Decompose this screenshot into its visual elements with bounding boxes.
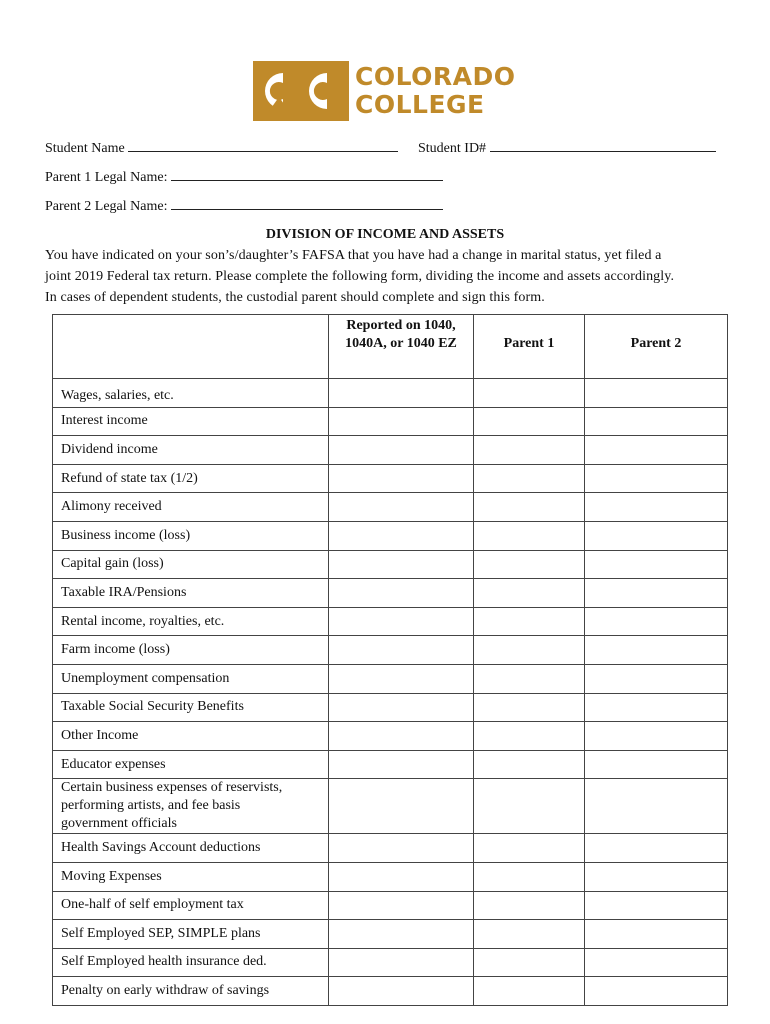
table-row bbox=[53, 693, 728, 722]
parent2-name-field[interactable] bbox=[171, 197, 443, 210]
parent2-cell[interactable] bbox=[585, 920, 728, 949]
row-label-multiline bbox=[53, 779, 329, 834]
parent1-cell[interactable] bbox=[474, 436, 585, 465]
parent2-cell[interactable] bbox=[585, 750, 728, 779]
table-row bbox=[53, 862, 728, 891]
table-header-row bbox=[53, 315, 728, 379]
student-id-field[interactable] bbox=[490, 139, 716, 152]
table-row bbox=[53, 636, 728, 665]
parent1-cell[interactable] bbox=[474, 779, 585, 834]
parent2-cell[interactable] bbox=[585, 607, 728, 636]
parent2-cell[interactable] bbox=[585, 891, 728, 920]
row-label-line-3: government officials bbox=[61, 816, 177, 832]
row-label: Self Employed health insurance ded. bbox=[53, 948, 329, 977]
reported-cell[interactable] bbox=[329, 436, 474, 465]
reported-cell[interactable] bbox=[329, 750, 474, 779]
reported-cell[interactable] bbox=[329, 891, 474, 920]
parent2-cell[interactable] bbox=[585, 862, 728, 891]
parent1-cell[interactable] bbox=[474, 977, 585, 1006]
row-label: Taxable Social Security Benefits bbox=[53, 693, 329, 722]
parent1-name-label: Parent 1 Legal Name: bbox=[45, 170, 168, 185]
table-row bbox=[53, 948, 728, 977]
parent1-cell[interactable] bbox=[474, 521, 585, 550]
header-reported-line-1: Reported on 1040, bbox=[346, 318, 456, 333]
table-row bbox=[53, 834, 728, 863]
intro-line-2: joint 2019 Federal tax return. Please complete the following form, dividing the income and assets accordingly. bbox=[45, 269, 675, 284]
reported-cell[interactable] bbox=[329, 977, 474, 1006]
table-row bbox=[53, 722, 728, 751]
parent2-name-line bbox=[45, 197, 443, 215]
row-label: Wages, salaries, etc. bbox=[53, 379, 329, 408]
reported-cell[interactable] bbox=[329, 464, 474, 493]
table-row bbox=[53, 664, 728, 693]
header-parent1: Parent 1 bbox=[474, 315, 585, 379]
header-parent2: Parent 2 bbox=[585, 315, 728, 379]
table-row bbox=[53, 779, 728, 834]
parent2-cell[interactable] bbox=[585, 834, 728, 863]
parent2-cell[interactable] bbox=[585, 493, 728, 522]
student-name-label: Student Name bbox=[45, 141, 125, 156]
logo-wordmark bbox=[355, 63, 516, 119]
income-assets-table bbox=[52, 314, 728, 1006]
row-label: Alimony received bbox=[53, 493, 329, 522]
parent2-cell[interactable] bbox=[585, 579, 728, 608]
parent2-cell[interactable] bbox=[585, 550, 728, 579]
row-label: Capital gain (loss) bbox=[53, 550, 329, 579]
table-row bbox=[53, 750, 728, 779]
reported-cell[interactable] bbox=[329, 407, 474, 436]
table-row bbox=[53, 920, 728, 949]
row-label-line-2: performing artists, and fee basis bbox=[61, 798, 241, 814]
table-row bbox=[53, 379, 728, 408]
cc-mountain-logo-icon bbox=[253, 61, 349, 121]
table-row bbox=[53, 436, 728, 465]
row-label: Health Savings Account deductions bbox=[53, 834, 329, 863]
parent2-cell[interactable] bbox=[585, 779, 728, 834]
student-id-label: Student ID# bbox=[418, 141, 487, 156]
reported-cell[interactable] bbox=[329, 521, 474, 550]
row-label: Unemployment compensation bbox=[53, 664, 329, 693]
colorado-college-logo bbox=[253, 61, 519, 121]
student-id-line bbox=[418, 139, 716, 157]
parent1-cell[interactable] bbox=[474, 579, 585, 608]
reported-cell[interactable] bbox=[329, 834, 474, 863]
parent1-name-line bbox=[45, 168, 443, 186]
reported-cell[interactable] bbox=[329, 550, 474, 579]
table-row bbox=[53, 464, 728, 493]
parent2-cell[interactable] bbox=[585, 464, 728, 493]
parent2-cell[interactable] bbox=[585, 693, 728, 722]
page-title: DIVISION OF INCOME AND ASSETS bbox=[265, 227, 505, 242]
row-label: Rental income, royalties, etc. bbox=[53, 607, 329, 636]
row-label: One-half of self employment tax bbox=[53, 891, 329, 920]
parent2-cell[interactable] bbox=[585, 379, 728, 408]
reported-cell[interactable] bbox=[329, 607, 474, 636]
logo-line-1: COLORADO bbox=[355, 62, 516, 91]
table-row bbox=[53, 521, 728, 550]
parent2-cell[interactable] bbox=[585, 521, 728, 550]
parent1-cell[interactable] bbox=[474, 891, 585, 920]
parent1-cell[interactable] bbox=[474, 722, 585, 751]
row-label: Moving Expenses bbox=[53, 862, 329, 891]
row-label: Refund of state tax (1/2) bbox=[53, 464, 329, 493]
parent1-name-field[interactable] bbox=[171, 168, 443, 181]
reported-cell[interactable] bbox=[329, 379, 474, 408]
reported-cell[interactable] bbox=[329, 722, 474, 751]
row-label: Taxable IRA/Pensions bbox=[53, 579, 329, 608]
parent1-cell[interactable] bbox=[474, 636, 585, 665]
parent1-cell[interactable] bbox=[474, 550, 585, 579]
row-label-line-1: Certain business expenses of reservists, bbox=[61, 780, 283, 796]
parent1-cell[interactable] bbox=[474, 920, 585, 949]
table-row bbox=[53, 407, 728, 436]
intro-line-1: You have indicated on your son’s/daughter’s FAFSA that you have had a change in marital status, yet filed a bbox=[45, 248, 662, 263]
reported-cell[interactable] bbox=[329, 579, 474, 608]
parent2-cell[interactable] bbox=[585, 436, 728, 465]
parent1-cell[interactable] bbox=[474, 862, 585, 891]
reported-cell[interactable] bbox=[329, 920, 474, 949]
row-label: Educator expenses bbox=[53, 750, 329, 779]
parent2-cell[interactable] bbox=[585, 977, 728, 1006]
parent2-cell[interactable] bbox=[585, 407, 728, 436]
header-blank bbox=[53, 315, 329, 379]
table-row bbox=[53, 977, 728, 1006]
parent1-cell[interactable] bbox=[474, 693, 585, 722]
reported-cell[interactable] bbox=[329, 948, 474, 977]
table-row bbox=[53, 607, 728, 636]
reported-cell[interactable] bbox=[329, 664, 474, 693]
header-reported-line-2: 1040A, or 1040 EZ bbox=[345, 336, 457, 351]
student-name-field[interactable] bbox=[128, 139, 398, 152]
row-label: Business income (loss) bbox=[53, 521, 329, 550]
student-name-line bbox=[45, 139, 398, 157]
intro-paragraph bbox=[45, 245, 735, 308]
reported-cell[interactable] bbox=[329, 779, 474, 834]
header-reported bbox=[329, 315, 474, 379]
intro-line-3: In cases of dependent students, the custodial parent should complete and sign this form. bbox=[45, 290, 545, 305]
table-row bbox=[53, 550, 728, 579]
parent1-cell[interactable] bbox=[474, 379, 585, 408]
parent1-cell[interactable] bbox=[474, 464, 585, 493]
row-label: Penalty on early withdraw of savings bbox=[53, 977, 329, 1006]
table-row bbox=[53, 891, 728, 920]
parent2-cell[interactable] bbox=[585, 636, 728, 665]
parent2-cell[interactable] bbox=[585, 948, 728, 977]
row-label: Interest income bbox=[53, 407, 329, 436]
parent1-cell[interactable] bbox=[474, 493, 585, 522]
parent2-name-label: Parent 2 Legal Name: bbox=[45, 199, 168, 214]
reported-cell[interactable] bbox=[329, 693, 474, 722]
row-label: Other Income bbox=[53, 722, 329, 751]
table-row bbox=[53, 579, 728, 608]
parent1-cell[interactable] bbox=[474, 607, 585, 636]
reported-cell[interactable] bbox=[329, 636, 474, 665]
row-label: Dividend income bbox=[53, 436, 329, 465]
parent1-cell[interactable] bbox=[474, 750, 585, 779]
row-label: Farm income (loss) bbox=[53, 636, 329, 665]
reported-cell[interactable] bbox=[329, 493, 474, 522]
logo-line-2: COLLEGE bbox=[355, 90, 485, 119]
reported-cell[interactable] bbox=[329, 862, 474, 891]
parent2-cell[interactable] bbox=[585, 722, 728, 751]
parent1-cell[interactable] bbox=[474, 948, 585, 977]
row-label: Self Employed SEP, SIMPLE plans bbox=[53, 920, 329, 949]
parent1-cell[interactable] bbox=[474, 407, 585, 436]
parent1-cell[interactable] bbox=[474, 664, 585, 693]
table-row bbox=[53, 493, 728, 522]
parent2-cell[interactable] bbox=[585, 664, 728, 693]
parent1-cell[interactable] bbox=[474, 834, 585, 863]
